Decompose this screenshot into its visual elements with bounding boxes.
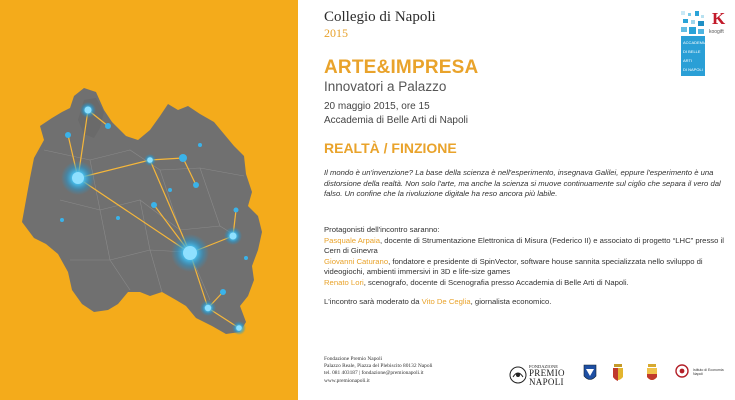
city-crest-icon xyxy=(646,364,658,384)
event-subtitle: Innovatori a Palazzo xyxy=(324,79,447,94)
speakers-heading: Protagonisti dell'incontro saranno: xyxy=(324,225,440,234)
college-title: Collegio di Napoli xyxy=(324,9,436,25)
speaker-desc: , scenografo, docente di Scenografia presso Accademia di Belle Arti di Napoli. xyxy=(363,277,629,287)
speaker-name: Renato Lori xyxy=(324,277,364,287)
event-date: 20 maggio 2015, ore 15 xyxy=(324,101,430,112)
premio-napoli-emblem-icon xyxy=(509,366,527,384)
moderator-suffix: , giornalista economico. xyxy=(470,297,552,306)
moderator-line xyxy=(324,297,734,306)
moderator-name: Vito De Ceglia xyxy=(421,297,471,306)
foundation-website[interactable]: www.premionapoli.it xyxy=(324,377,370,384)
academy-logo xyxy=(679,9,707,85)
speaker-entry xyxy=(324,278,734,289)
institute-emblem-icon xyxy=(675,364,689,378)
speaker-entry xyxy=(324,257,734,278)
event-title: ARTE&IMPRESA xyxy=(324,57,479,78)
premio-napoli-logo xyxy=(529,364,565,387)
foundation-name: Fondazione Premio Napoli xyxy=(324,356,383,362)
illustration-panel xyxy=(0,0,298,400)
speaker-name: Giovanni Caturano xyxy=(324,256,389,266)
speaker-desc: , fondatore e presidente di SpinVector, software house sannita specializzata nello sviluppo di videogiochi, ambienti immersivi in 3D e life-size games xyxy=(324,256,703,277)
speakers-section xyxy=(324,225,734,289)
academy-logo-line-2: DI BELLE xyxy=(683,49,701,54)
foundation-address: Palazzo Reale, Piazza del Plebiscito 80132 Napoli xyxy=(324,363,433,370)
moderator-prefix: L'incontro sarà moderato da xyxy=(324,297,422,306)
intro-paragraph: Il mondo è un'invenzione? La base della scienza è nell'esperimento, insegnava Galilei, eppure l'esperimento è una distorsione della realtà. Non solo l'arte, ma anche la scienza si muove continuamente sul ciglio che separa il vero dal falso. Un confine che la rivoluzione digitale ha reso ancora più labile. xyxy=(324,168,721,199)
k-logo-caption: koogift xyxy=(709,29,724,35)
theme-heading: REALTÀ / FINZIONE xyxy=(324,140,457,156)
speaker-entry xyxy=(324,236,734,257)
premio-napoli-small: FONDAZIONE xyxy=(529,364,558,369)
foundation-phone-email: tel. 081 403187 | fondazione@premionapoli.it xyxy=(324,370,424,377)
premio-napoli-big-2: NAPOLI xyxy=(529,377,564,387)
academy-logo-line-3: ARTI xyxy=(683,58,693,63)
premio-napoli-big-1: PREMIO xyxy=(529,368,565,378)
region-crest-icon xyxy=(583,364,597,384)
college-year: 2015 xyxy=(324,26,348,40)
province-crest-icon xyxy=(612,364,624,384)
k-logo: K xyxy=(712,9,726,28)
speaker-desc: , docente di Strumentazione Elettronica di Misura (Federico II) e associato di progetto “LHC” presso il Cern di Ginevra xyxy=(324,235,724,256)
foundation-contact xyxy=(324,356,433,385)
speaker-name: Pasquale Arpaia xyxy=(324,235,380,245)
institute-logo-label: Istituto di Economia Napoli xyxy=(693,368,724,376)
academy-logo-line-1: ACCADEMIA xyxy=(683,40,707,45)
sponsor-logos xyxy=(509,362,733,388)
event-venue: Accademia di Belle Arti di Napoli xyxy=(324,115,468,126)
city-network-map xyxy=(0,0,298,400)
invitation-content xyxy=(298,0,735,400)
academy-logo-line-4: DI NAPOLI xyxy=(683,67,703,72)
